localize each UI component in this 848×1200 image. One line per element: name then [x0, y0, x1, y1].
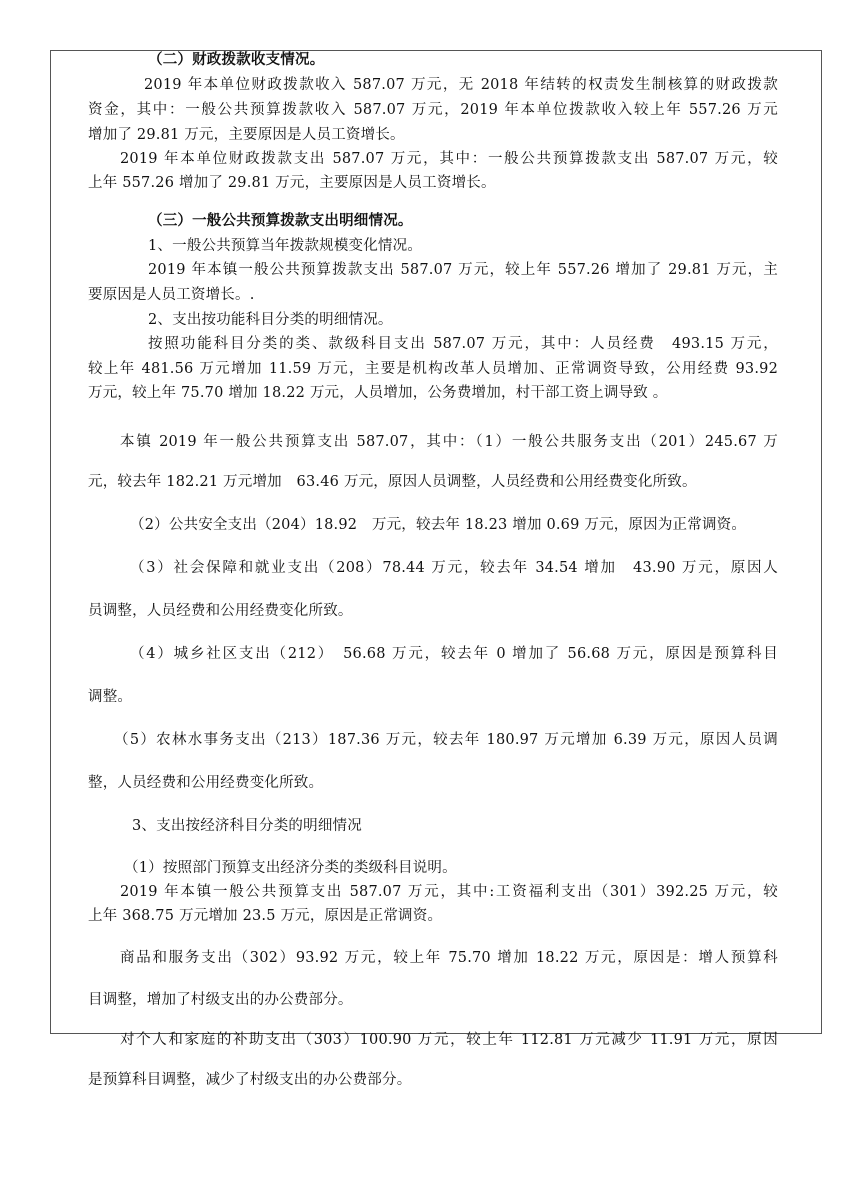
paragraph-line: 2019 年本单位财政拨款收入 587.07 万元，无 2018 年结转的权责发生制核算的财政拨款 — [144, 77, 778, 93]
paragraph-line: 资金，其中：一般公共预算拨款收入 587.07 万元，2019 年本单位拨款收入较上年 557.26 万元 — [88, 102, 778, 118]
paragraph-line: 2019 年本镇一般公共预算拨款支出 587.07 万元，较上年 557.26 增加了 29.81 万元，主 — [148, 262, 778, 278]
paragraph-line: 员调整，人员经费和公用经费变化所致。 — [88, 603, 353, 619]
paragraph-line: 商品和服务支出（302）93.92 万元，较上年 75.70 增加 18.22 万元，原因是：增人预算科 — [120, 950, 778, 966]
paragraph-line: （2）公共安全支出（204）18.92 万元，较去年 18.23 增加 0.69 万元，原因为正常调资。 — [130, 517, 747, 533]
paragraph-line: 本镇 2019 年一般公共预算支出 587.07，其中：（1）一般公共服务支出（201）245.67 万 — [120, 434, 778, 450]
paragraph-line: （3）社会保障和就业支出（208）78.44 万元，较去年 34.54 增加 43.90 万元，原因人 — [130, 560, 778, 576]
paragraph-line: 元，较去年 182.21 万元增加 63.46 万元，原因人员调整，人员经费和公用经费变化所致。 — [88, 474, 697, 490]
section-heading-2: （二）财政拨款收支情况。 — [148, 51, 325, 68]
section-heading-3: （三）一般公共预算拨款支出明细情况。 — [148, 212, 413, 229]
paragraph-line: 上年 368.75 万元增加 23.5 万元，原因是正常调资。 — [88, 908, 443, 924]
paragraph-line: 2019 年本单位财政拨款支出 587.07 万元，其中：一般公共预算拨款支出 587.07 万元，较 — [120, 151, 778, 167]
paragraph-line: （4）城乡社区支出（212） 56.68 万元，较去年 0 增加了 56.68 万元，原因是预算科目 — [130, 646, 778, 662]
paragraph-line: 2019 年本镇一般公共预算支出 587.07 万元，其中:工资福利支出（301）392.25 万元，较 — [120, 884, 778, 900]
paragraph-line: 按照功能科目分类的类、款级科目支出 587.07 万元，其中：人员经费 493.15 万元， — [148, 336, 778, 352]
paragraph-line: 较上年 481.56 万元增加 11.59 万元，主要是机构改革人员增加、正常调资导致，公用经费 93.92 — [88, 361, 778, 377]
paragraph-line: 目调整，增加了村级支出的办公费部分。 — [88, 992, 353, 1008]
paragraph-line: 整，人员经费和公用经费变化所致。 — [88, 775, 324, 791]
paragraph-line: 对个人和家庭的补助支出（303）100.90 万元，较上年 112.81 万元减少 11.91 万元，原因 — [120, 1032, 778, 1048]
paragraph-line: 万元，较上年 75.70 增加 18.22 万元，人员增加，公务费增加，村干部工资上调导致 。 — [88, 385, 668, 401]
subheading-2: 2、支出按功能科目分类的明细情况。 — [148, 312, 393, 328]
paragraph-line: 调整。 — [88, 689, 133, 705]
paragraph-line: 要原因是人员工资增长。. — [88, 287, 255, 303]
subheading-3-1: （1）按照部门预算支出经济分类的类级科目说明。 — [124, 860, 457, 876]
paragraph-line: （5）农林水事务支出（213）187.36 万元，较去年 180.97 万元增加 6.39 万元，原因人员调 — [114, 732, 778, 748]
paragraph-line: 是预算科目调整，减少了村级支出的办公费部分。 — [88, 1072, 412, 1088]
subheading-3: 3、支出按经济科目分类的明细情况 — [132, 818, 362, 834]
subheading-1: 1、一般公共预算当年拨款规模变化情况。 — [148, 238, 423, 254]
paragraph-line: 上年 557.26 增加了 29.81 万元，主要原因是人员工资增长。 — [88, 175, 496, 191]
paragraph-line: 增加了 29.81 万元，主要原因是人员工资增长。 — [88, 127, 405, 143]
